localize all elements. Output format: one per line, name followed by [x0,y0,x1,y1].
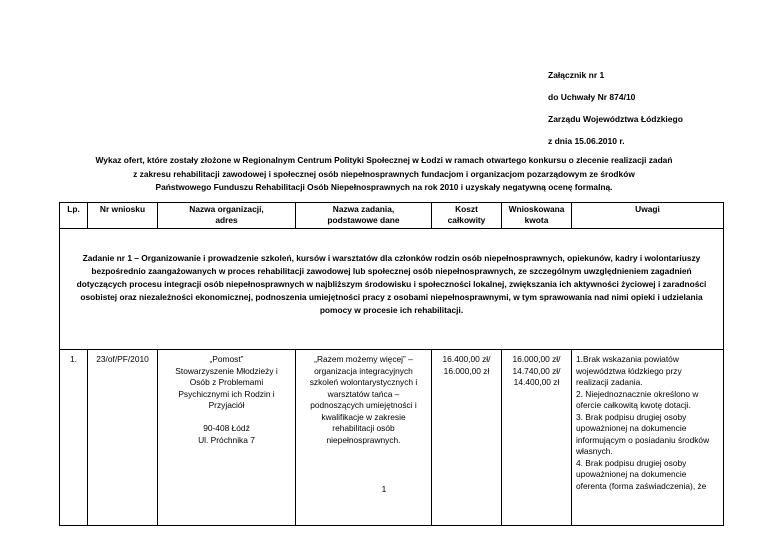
header-notes: Uwagi [572,203,724,229]
board-name: Zarządu Województwa Łódzkiego [548,114,683,124]
cell-application-number: 23/of/PF/2010 [88,350,158,526]
header-lp: Lp. [60,203,88,229]
task-heading: Zadanie nr 1 – Organizowanie i prowadzenie szkoleń, kursów i warsztatów dla członków rodzin osób niepełnosprawnych, opiekunów, kadry i wolontariuszy bezpośrednio zaangażowanych w proces rehabilitacji zawodowej lub społecznej osób niepełnosprawnych, ze szczególnym uwzględnieniem zagadnień dotyczących procesu integracji osób niepełnosprawnych w najbliższym środowisku i społeczności lokalnej, zwiększania ich aktywności życiowej i zaradności osobistej oraz niezależności ekonomicznej, podnoszenia umiejętności pracy z osobami niepełnosprawnymi, w tym sprawowania nad nimi opieki i udzielania pomocy w procesie ich rehabilitacji. [60,229,724,350]
table-header-row [60,203,724,229]
cell-total-cost: 16.400,00 zł/ 16.000,00 zł [432,350,502,526]
title-line-3: Państwowego Funduszu Rehabilitacji Osób Niepełnosprawnych na rok 2010 i uzyskały negatywną ocenę formalną. [155,182,613,192]
attachment-block [548,64,683,152]
attachment-number: Załącznik nr 1 [548,70,605,80]
document-title [40,154,728,195]
cell-organization: „Pomost” Stowarzyszenie Młodzieży i Osób z Problemami Psychicznymi ich Rodzin i Przyjaciół 90-408 Łódź Ul. Próchnika 7 [158,350,296,526]
offers-table [59,202,724,526]
header-task-name: Nazwa zadania, podstawowe dane [296,203,432,229]
cell-requested-amount: 16.000,00 zł/ 14.740,00 zł/ 14.400,00 zł [502,350,572,526]
resolution-number: do Uchwały Nr 874/10 [548,92,636,102]
header-organization: Nazwa organizacji, adres [158,203,296,229]
table-row [60,350,724,526]
title-line-1: Wykaz ofert, które zostały złożone w Regionalnym Centrum Polityki Społecznej w Łodzi w ramach otwartego konkursu o zlecenie realizacji zadań [95,155,673,165]
resolution-date: z dnia 15.06.2010 r. [548,136,625,146]
header-requested-amount: Wnioskowana kwota [502,203,572,229]
cell-task-name: „Razem możemy więcej” – organizacja integracyjnych szkoleń wolontarystycznych i warsztatów tańca – podnoszących umiejętności i kwalifikacje w zakresie rehabilitacji osób niepełnosprawnych. [296,350,432,526]
task-heading-row [60,229,724,350]
cell-lp: 1. [60,350,88,526]
header-application-number: Nr wniosku [88,203,158,229]
header-total-cost: Koszt całkowity [432,203,502,229]
cell-notes: 1.Brak wskazania powiatów województwa łódzkiego przy realizacji zadania. 2. Niejednoznacznie określono w ofercie całkowitą kwotę dotacji. 3. Brak podpisu drugiej osoby upoważnionej na dokumencie informującym o posiadaniu środków własnych. 4. Brak podpisu drugiej osoby upoważnionej na dokumencie oferenta (forma zaświadczenia), że [572,350,724,526]
page-number: 1 [381,484,387,494]
title-line-2: z zakresu rehabilitacji zawodowej i społecznej osób niepełnosprawnych fundacjom i organizacjom pozarządowym ze środków [133,168,635,179]
